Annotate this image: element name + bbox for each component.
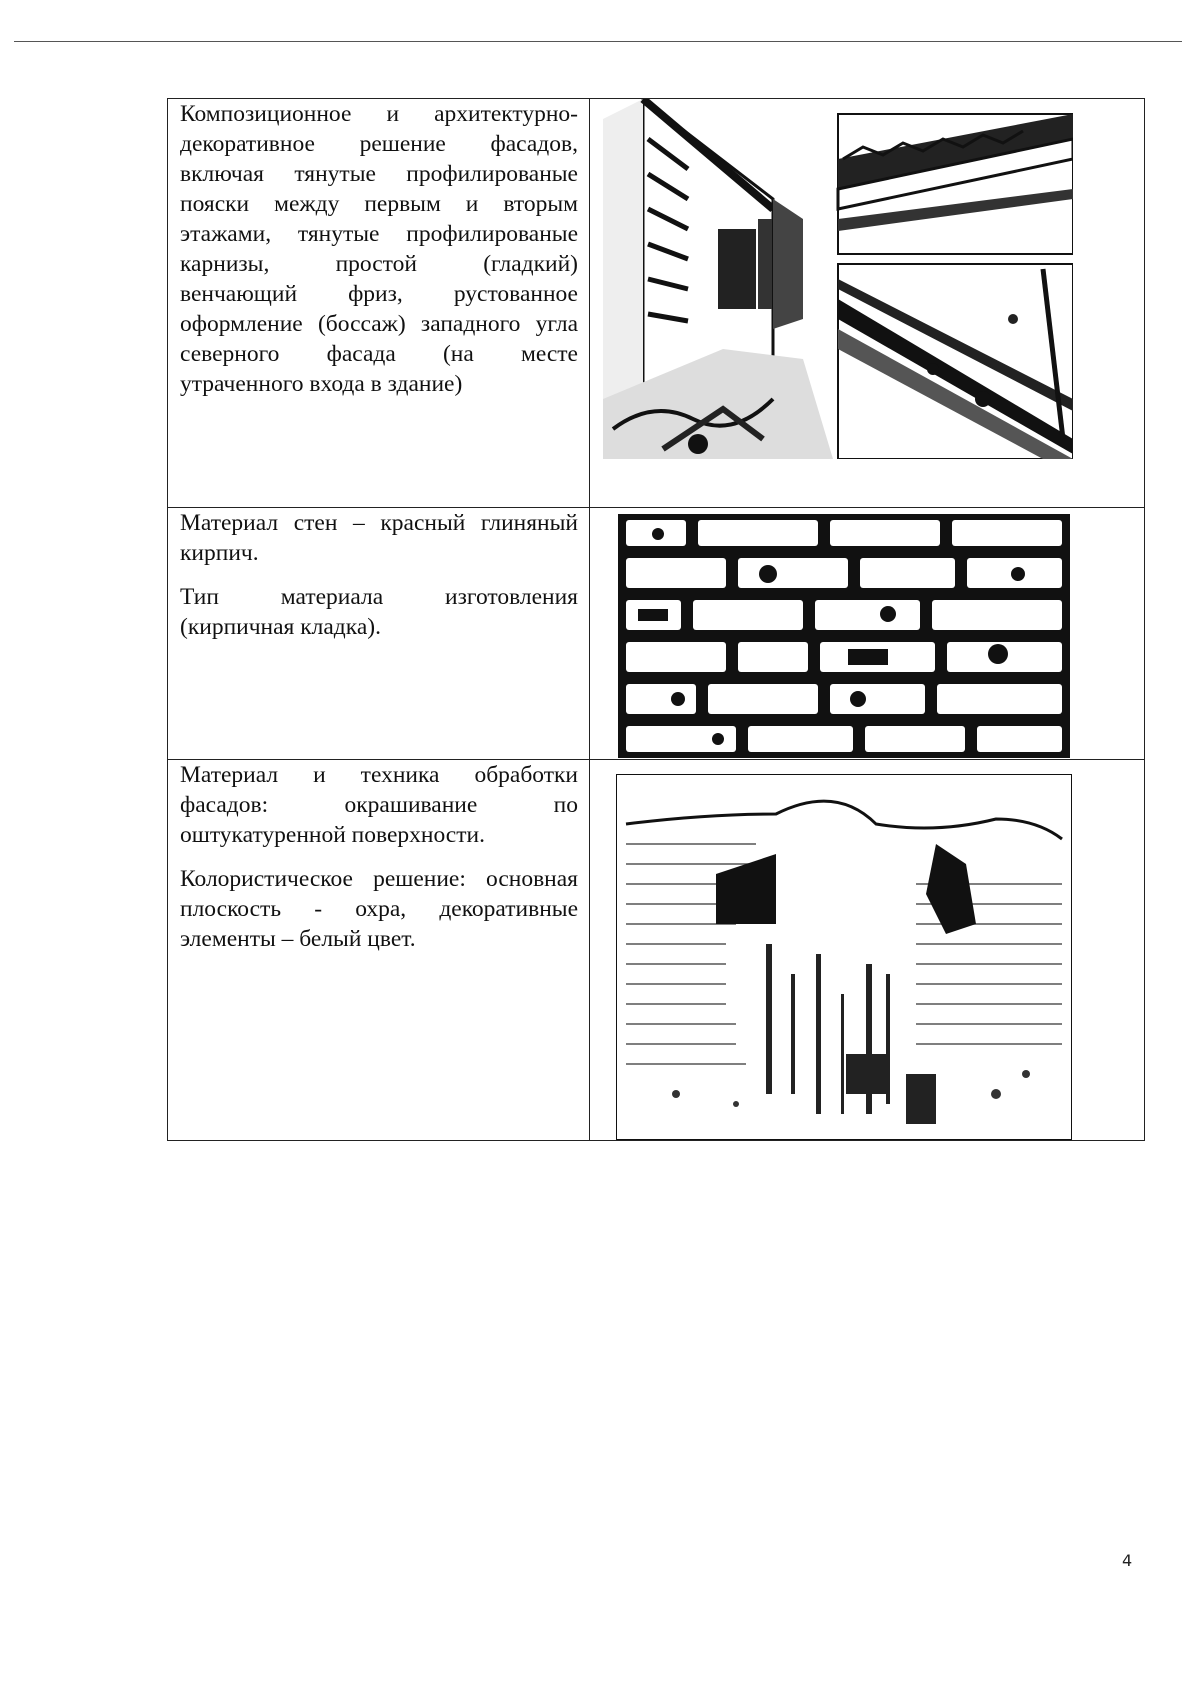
description-text: Материал стен – красный глиняный кирпич. xyxy=(180,510,578,566)
description-cell xyxy=(180,760,578,968)
plaster-wall-photo xyxy=(616,774,1072,1140)
brick-wall-photo xyxy=(618,514,1070,758)
facade-photo xyxy=(603,99,1073,459)
description-text: Композиционное и архитектурно-декоративное решение фасадов, включая тянутые профилированые пояски между первым и вторым этажами, тянутые профилированые карнизы, простой (гладкий) венчающий фриз, рустованное оформление (боссаж) западного угла северного фасада (на месте утраченного входа в здание) xyxy=(180,101,578,397)
column-divider xyxy=(589,99,590,507)
column-divider xyxy=(589,760,590,1141)
table-row xyxy=(168,759,1144,1141)
table-row xyxy=(168,507,1144,760)
description-text: Тип материала изготовления (кирпичная кладка). xyxy=(180,584,578,640)
page-number: 4 xyxy=(1122,1551,1133,1570)
table-row xyxy=(168,99,1144,507)
description-text: Колористическое решение: основная плоскость - охра, декоративные элементы – белый цвет. xyxy=(180,866,578,952)
description-cell xyxy=(180,508,578,656)
header-rule xyxy=(14,41,1182,42)
description-text: Материал и техника обработки фасадов: окрашивание по оштукатуренной поверхности. xyxy=(180,762,578,848)
column-divider xyxy=(589,508,590,760)
attributes-table xyxy=(167,98,1145,1141)
description-cell xyxy=(180,99,578,413)
